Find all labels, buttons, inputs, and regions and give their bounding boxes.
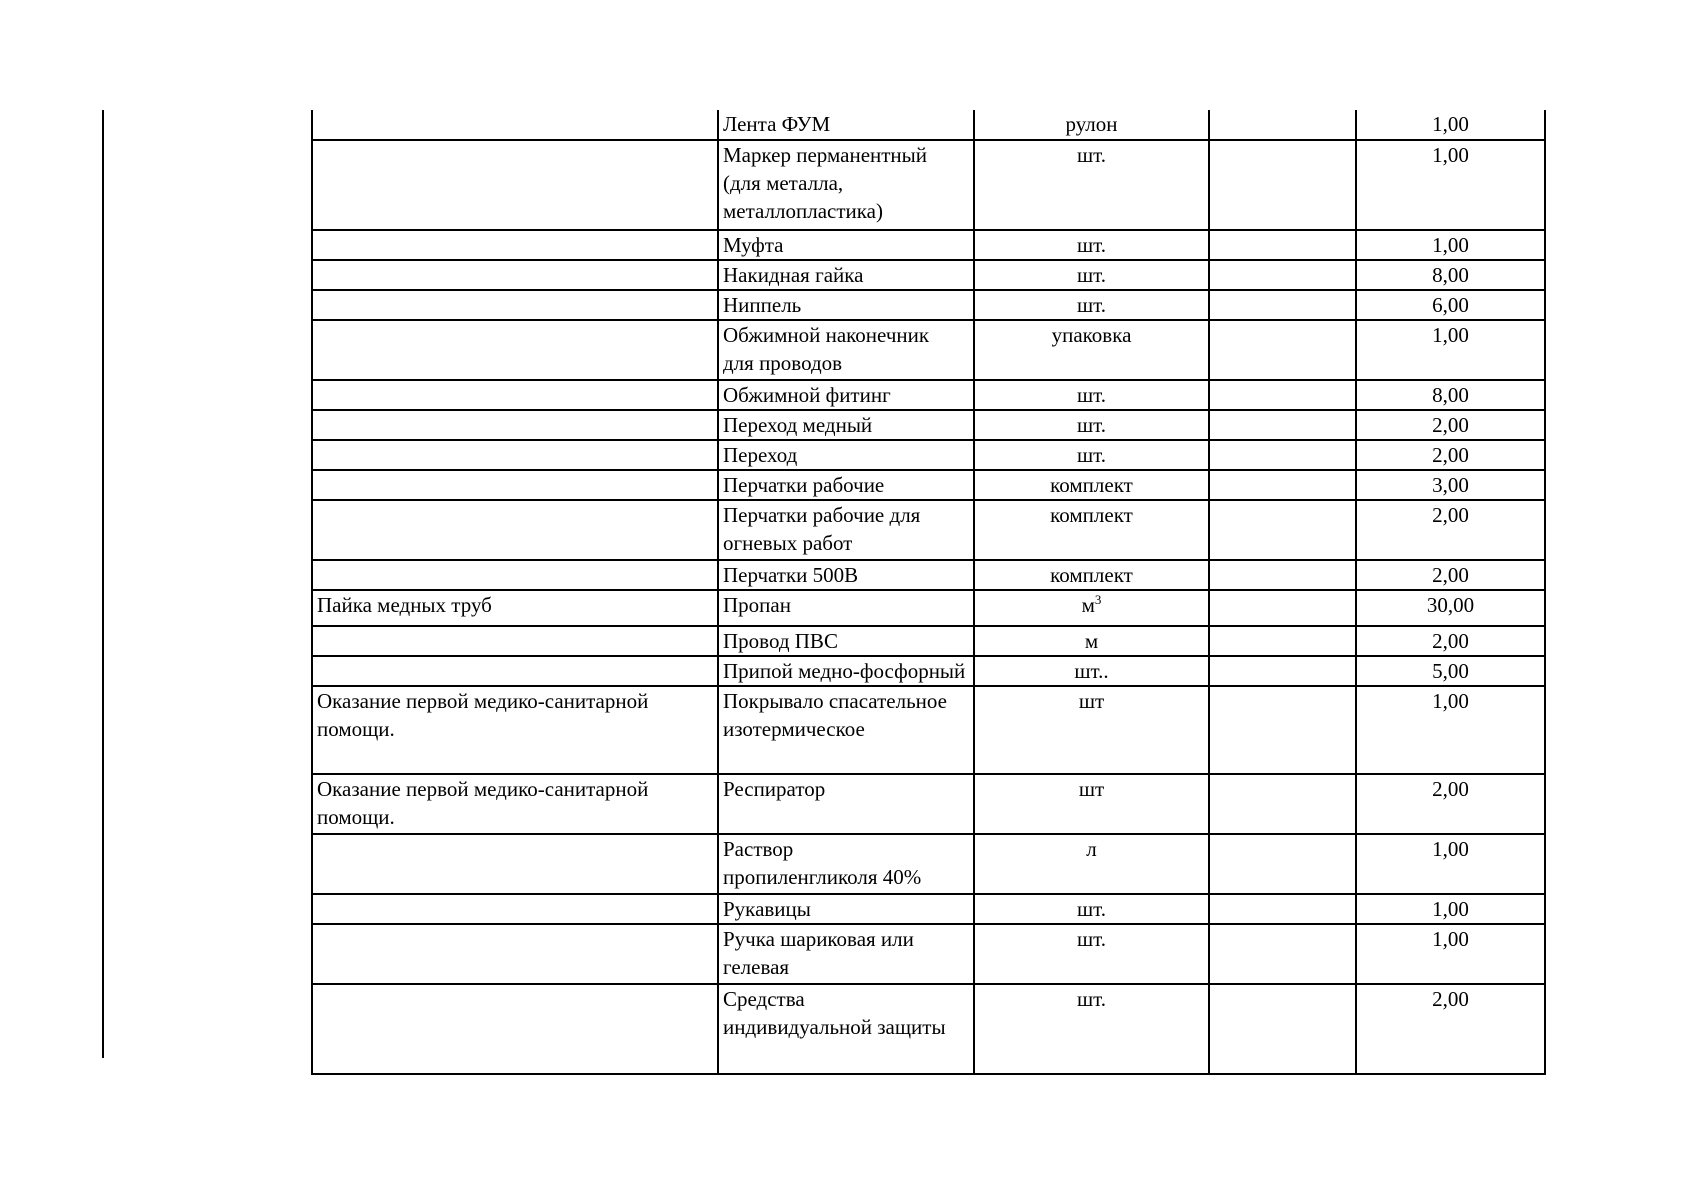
work-cell-text: Оказание первой медико-санитарной помощи. [317, 689, 649, 741]
unit-cell [974, 470, 1209, 500]
item-name-cell [718, 320, 974, 380]
unit-cell-text: шт. [1076, 987, 1107, 1011]
item-name-cell-text: Перчатки рабочие [723, 473, 885, 497]
table-row [312, 500, 1545, 560]
quantity-cell [1356, 560, 1545, 590]
quantity-cell-text: 6,00 [1432, 293, 1469, 317]
quantity-cell [1356, 140, 1545, 230]
empty-cell [1209, 686, 1356, 774]
work-cell [312, 410, 718, 440]
work-cell-text: Оказание первой медико-санитарной помощи. [317, 777, 649, 829]
empty-cell [1209, 410, 1356, 440]
item-name-cell-text: Рукавицы [723, 897, 811, 921]
unit-cell-text: рулон [1065, 112, 1118, 136]
work-cell [312, 894, 718, 924]
unit-cell [974, 380, 1209, 410]
item-name-cell-text: Переход медный [723, 413, 873, 437]
work-cell [312, 110, 718, 140]
unit-superscript: 3 [1094, 592, 1102, 607]
table-row [312, 834, 1545, 894]
empty-cell [1209, 320, 1356, 380]
quantity-cell [1356, 380, 1545, 410]
item-name-cell [718, 440, 974, 470]
unit-cell [974, 260, 1209, 290]
unit-cell-text: шт. [1076, 233, 1107, 257]
unit-cell [974, 560, 1209, 590]
unit-cell [974, 894, 1209, 924]
item-name-cell-text: Припой медно-фосфорный [723, 659, 966, 683]
unit-cell [974, 410, 1209, 440]
work-cell [312, 774, 718, 834]
item-name-cell [718, 380, 974, 410]
item-name-cell-text: Накидная гайка [723, 263, 864, 287]
empty-cell [1209, 590, 1356, 626]
table-row [312, 774, 1545, 834]
empty-cell [1209, 626, 1356, 656]
item-name-cell-text: Маркер перманентный (для металла, металлопластика) [723, 143, 928, 223]
quantity-cell-text: 1,00 [1432, 143, 1469, 167]
quantity-cell-text: 1,00 [1432, 897, 1469, 921]
quantity-cell-text: 2,00 [1432, 777, 1469, 801]
item-name-cell [718, 686, 974, 774]
item-name-cell-text: Перчатки рабочие для огневых работ [723, 503, 921, 555]
quantity-cell-text: 2,00 [1432, 503, 1469, 527]
materials-table-body [312, 110, 1545, 1074]
quantity-cell-text: 1,00 [1432, 112, 1469, 136]
item-name-cell-text: Перчатки 500В [723, 563, 859, 587]
item-name-cell-text: Провод ПВС [723, 629, 838, 653]
work-cell-text: Пайка медных труб [317, 593, 492, 617]
item-name-cell-text: Муфта [723, 233, 784, 257]
empty-cell [1209, 560, 1356, 590]
empty-cell [1209, 834, 1356, 894]
work-cell [312, 560, 718, 590]
work-cell [312, 924, 718, 984]
item-name-cell [718, 590, 974, 626]
item-name-cell [718, 834, 974, 894]
table-row [312, 984, 1545, 1074]
quantity-cell [1356, 110, 1545, 140]
table-row [312, 230, 1545, 260]
item-name-cell-text: Средства индивидуальной защиты [723, 987, 946, 1039]
unit-cell-text: шт.. [1074, 659, 1109, 683]
item-name-cell-text: Пропан [723, 593, 791, 617]
unit-cell-text: м [1081, 593, 1095, 617]
item-name-cell-text: Ручка шариковая или гелевая [723, 927, 914, 979]
quantity-cell [1356, 984, 1545, 1074]
empty-cell [1209, 924, 1356, 984]
unit-cell-text: шт. [1076, 413, 1107, 437]
table-row [312, 320, 1545, 380]
unit-cell [974, 230, 1209, 260]
empty-cell [1209, 260, 1356, 290]
quantity-cell [1356, 894, 1545, 924]
quantity-cell-text: 30,00 [1426, 593, 1475, 617]
empty-cell [1209, 894, 1356, 924]
quantity-cell [1356, 656, 1545, 686]
work-cell [312, 290, 718, 320]
materials-table [311, 110, 1546, 1075]
unit-cell-text: упаковка [1051, 323, 1132, 347]
unit-cell-text: шт [1078, 777, 1105, 801]
table-row [312, 110, 1545, 140]
quantity-cell [1356, 410, 1545, 440]
quantity-cell-text: 2,00 [1432, 629, 1469, 653]
empty-cell [1209, 380, 1356, 410]
work-cell [312, 590, 718, 626]
work-cell [312, 140, 718, 230]
item-name-cell-text: Переход [723, 443, 798, 467]
unit-cell-text: комплект [1050, 563, 1133, 587]
empty-cell [1209, 500, 1356, 560]
work-cell [312, 260, 718, 290]
work-cell [312, 834, 718, 894]
empty-cell [1209, 774, 1356, 834]
unit-cell-text: шт. [1076, 897, 1107, 921]
table-row [312, 924, 1545, 984]
unit-cell-text: шт. [1076, 383, 1107, 407]
work-cell [312, 380, 718, 410]
empty-cell [1209, 290, 1356, 320]
table-row [312, 440, 1545, 470]
quantity-cell-text: 1,00 [1432, 837, 1469, 861]
quantity-cell-text: 2,00 [1432, 413, 1469, 437]
work-cell [312, 500, 718, 560]
unit-cell [974, 320, 1209, 380]
item-name-cell [718, 410, 974, 440]
unit-cell [974, 590, 1209, 626]
unit-cell-text: шт. [1076, 293, 1107, 317]
unit-cell-text: м [1084, 629, 1099, 653]
unit-cell [974, 440, 1209, 470]
item-name-cell [718, 924, 974, 984]
quantity-cell [1356, 230, 1545, 260]
unit-cell [974, 140, 1209, 230]
work-cell [312, 626, 718, 656]
item-name-cell [718, 626, 974, 656]
work-cell [312, 984, 718, 1074]
table-row [312, 410, 1545, 440]
unit-cell-text: комплект [1050, 473, 1133, 497]
unit-cell [974, 834, 1209, 894]
quantity-cell-text: 1,00 [1432, 927, 1469, 951]
empty-cell [1209, 440, 1356, 470]
work-cell [312, 470, 718, 500]
table-row [312, 656, 1545, 686]
unit-cell-text: шт. [1076, 263, 1107, 287]
quantity-cell-text: 2,00 [1432, 563, 1469, 587]
item-name-cell-text: Лента ФУМ [723, 112, 831, 136]
unit-cell [974, 984, 1209, 1074]
item-name-cell [718, 560, 974, 590]
quantity-cell-text: 8,00 [1432, 263, 1469, 287]
unit-cell [974, 774, 1209, 834]
item-name-cell [718, 984, 974, 1074]
unit-cell-text: шт [1078, 689, 1105, 713]
quantity-cell [1356, 320, 1545, 380]
quantity-cell-text: 2,00 [1432, 987, 1469, 1011]
item-name-cell [718, 110, 974, 140]
work-cell [312, 686, 718, 774]
item-name-cell [718, 894, 974, 924]
empty-cell [1209, 110, 1356, 140]
quantity-cell-text: 5,00 [1432, 659, 1469, 683]
item-name-cell-text: Ниппель [723, 293, 802, 317]
quantity-cell [1356, 470, 1545, 500]
table-row [312, 590, 1545, 626]
item-name-cell [718, 656, 974, 686]
unit-cell [974, 656, 1209, 686]
quantity-cell-text: 8,00 [1432, 383, 1469, 407]
table-row [312, 470, 1545, 500]
empty-cell [1209, 470, 1356, 500]
work-cell [312, 656, 718, 686]
item-name-cell [718, 230, 974, 260]
quantity-cell [1356, 626, 1545, 656]
table-row [312, 260, 1545, 290]
item-name-cell [718, 774, 974, 834]
item-name-cell [718, 140, 974, 230]
empty-cell [1209, 230, 1356, 260]
work-cell [312, 320, 718, 380]
table-row [312, 380, 1545, 410]
empty-cell [1209, 984, 1356, 1074]
empty-cell [1209, 140, 1356, 230]
item-name-cell-text: Обжимной наконечник для проводов [723, 323, 930, 375]
quantity-cell [1356, 774, 1545, 834]
unit-cell-text: шт. [1076, 143, 1107, 167]
item-name-cell [718, 500, 974, 560]
quantity-cell [1356, 590, 1545, 626]
item-name-cell [718, 470, 974, 500]
unit-cell-text: комплект [1050, 503, 1133, 527]
unit-cell [974, 686, 1209, 774]
quantity-cell [1356, 500, 1545, 560]
item-name-cell [718, 290, 974, 320]
empty-cell [1209, 656, 1356, 686]
item-name-cell [718, 260, 974, 290]
item-name-cell-text: Раствор пропиленгликоля 40% [723, 837, 922, 889]
table-row [312, 686, 1545, 774]
work-cell [312, 440, 718, 470]
quantity-cell-text: 3,00 [1432, 473, 1469, 497]
item-name-cell-text: Обжимной фитинг [723, 383, 891, 407]
unit-cell [974, 500, 1209, 560]
item-name-cell-text: Покрывало спасательное изотермическое [723, 689, 947, 741]
table-row [312, 140, 1545, 230]
quantity-cell-text: 1,00 [1432, 689, 1469, 713]
quantity-cell [1356, 924, 1545, 984]
quantity-cell-text: 1,00 [1432, 233, 1469, 257]
unit-cell-text: л [1086, 837, 1097, 861]
unit-cell [974, 110, 1209, 140]
quantity-cell-text: 1,00 [1432, 323, 1469, 347]
work-cell [312, 230, 718, 260]
unit-cell [974, 924, 1209, 984]
quantity-cell [1356, 260, 1545, 290]
unit-cell [974, 290, 1209, 320]
quantity-cell-text: 2,00 [1432, 443, 1469, 467]
table-row [312, 626, 1545, 656]
table-row [312, 560, 1545, 590]
page-left-rule [102, 110, 104, 1058]
quantity-cell [1356, 440, 1545, 470]
table-row [312, 290, 1545, 320]
unit-cell-text: шт. [1076, 927, 1107, 951]
unit-cell [974, 626, 1209, 656]
quantity-cell [1356, 834, 1545, 894]
quantity-cell [1356, 686, 1545, 774]
table-row [312, 894, 1545, 924]
item-name-cell-text: Респиратор [723, 777, 826, 801]
unit-cell-text: шт. [1076, 443, 1107, 467]
quantity-cell [1356, 290, 1545, 320]
